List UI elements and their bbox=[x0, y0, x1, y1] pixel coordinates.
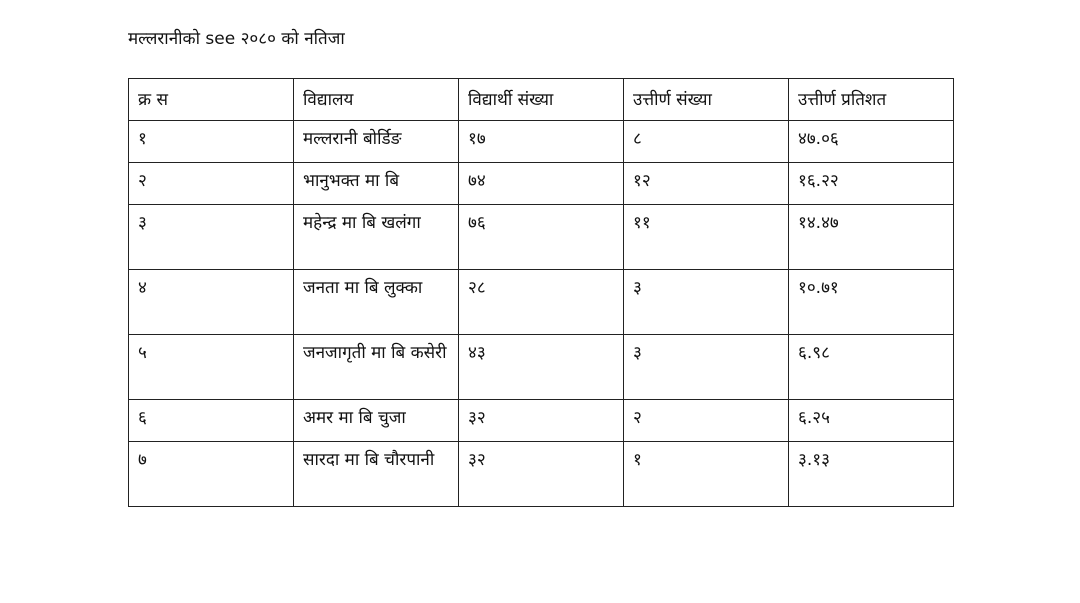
header-school: विद्यालय bbox=[294, 79, 459, 121]
cell-school: अमर मा बि चुजा bbox=[294, 400, 459, 442]
cell-student-count: २८ bbox=[459, 270, 624, 335]
cell-student-count: ४३ bbox=[459, 335, 624, 400]
table-header-row bbox=[129, 79, 954, 121]
cell-school: जनता मा बि लुक्का bbox=[294, 270, 459, 335]
cell-school: सारदा मा बि चौरपानी bbox=[294, 442, 459, 507]
cell-serial-number: ४ bbox=[129, 270, 294, 335]
header-passed-count: उत्तीर्ण संख्या bbox=[624, 79, 789, 121]
header-pass-percentage: उत्तीर्ण प्रतिशत bbox=[789, 79, 954, 121]
cell-pass-percentage: ६.९८ bbox=[789, 335, 954, 400]
table-row bbox=[129, 205, 954, 270]
results-table bbox=[128, 78, 954, 507]
cell-passed-count: ८ bbox=[624, 121, 789, 163]
cell-pass-percentage: १०.७१ bbox=[789, 270, 954, 335]
table-row bbox=[129, 442, 954, 507]
cell-serial-number: ६ bbox=[129, 400, 294, 442]
header-serial-number: क्र स bbox=[129, 79, 294, 121]
cell-serial-number: २ bbox=[129, 163, 294, 205]
cell-school: मल्लरानी बोर्डिङ bbox=[294, 121, 459, 163]
cell-pass-percentage: ६.२५ bbox=[789, 400, 954, 442]
cell-passed-count: ११ bbox=[624, 205, 789, 270]
cell-serial-number: ५ bbox=[129, 335, 294, 400]
cell-student-count: ७४ bbox=[459, 163, 624, 205]
document-title: मल्लरानीको see २०८० को नतिजा bbox=[128, 29, 345, 49]
cell-serial-number: १ bbox=[129, 121, 294, 163]
cell-student-count: ३२ bbox=[459, 400, 624, 442]
cell-passed-count: १ bbox=[624, 442, 789, 507]
cell-school: भानुभक्त मा बि bbox=[294, 163, 459, 205]
cell-pass-percentage: ४७.०६ bbox=[789, 121, 954, 163]
cell-serial-number: ३ bbox=[129, 205, 294, 270]
header-student-count: विद्यार्थी संख्या bbox=[459, 79, 624, 121]
table-row bbox=[129, 121, 954, 163]
cell-passed-count: ३ bbox=[624, 335, 789, 400]
cell-student-count: १७ bbox=[459, 121, 624, 163]
cell-student-count: ७६ bbox=[459, 205, 624, 270]
cell-passed-count: २ bbox=[624, 400, 789, 442]
cell-passed-count: ३ bbox=[624, 270, 789, 335]
table-row bbox=[129, 270, 954, 335]
cell-passed-count: १२ bbox=[624, 163, 789, 205]
table-row bbox=[129, 335, 954, 400]
table-row bbox=[129, 400, 954, 442]
cell-school: जनजागृती मा बि कसेरी bbox=[294, 335, 459, 400]
cell-serial-number: ७ bbox=[129, 442, 294, 507]
cell-pass-percentage: १६.२२ bbox=[789, 163, 954, 205]
cell-student-count: ३२ bbox=[459, 442, 624, 507]
cell-pass-percentage: ३.१३ bbox=[789, 442, 954, 507]
cell-pass-percentage: १४.४७ bbox=[789, 205, 954, 270]
table-row bbox=[129, 163, 954, 205]
cell-school: महेन्द्र मा बि खलंगा bbox=[294, 205, 459, 270]
